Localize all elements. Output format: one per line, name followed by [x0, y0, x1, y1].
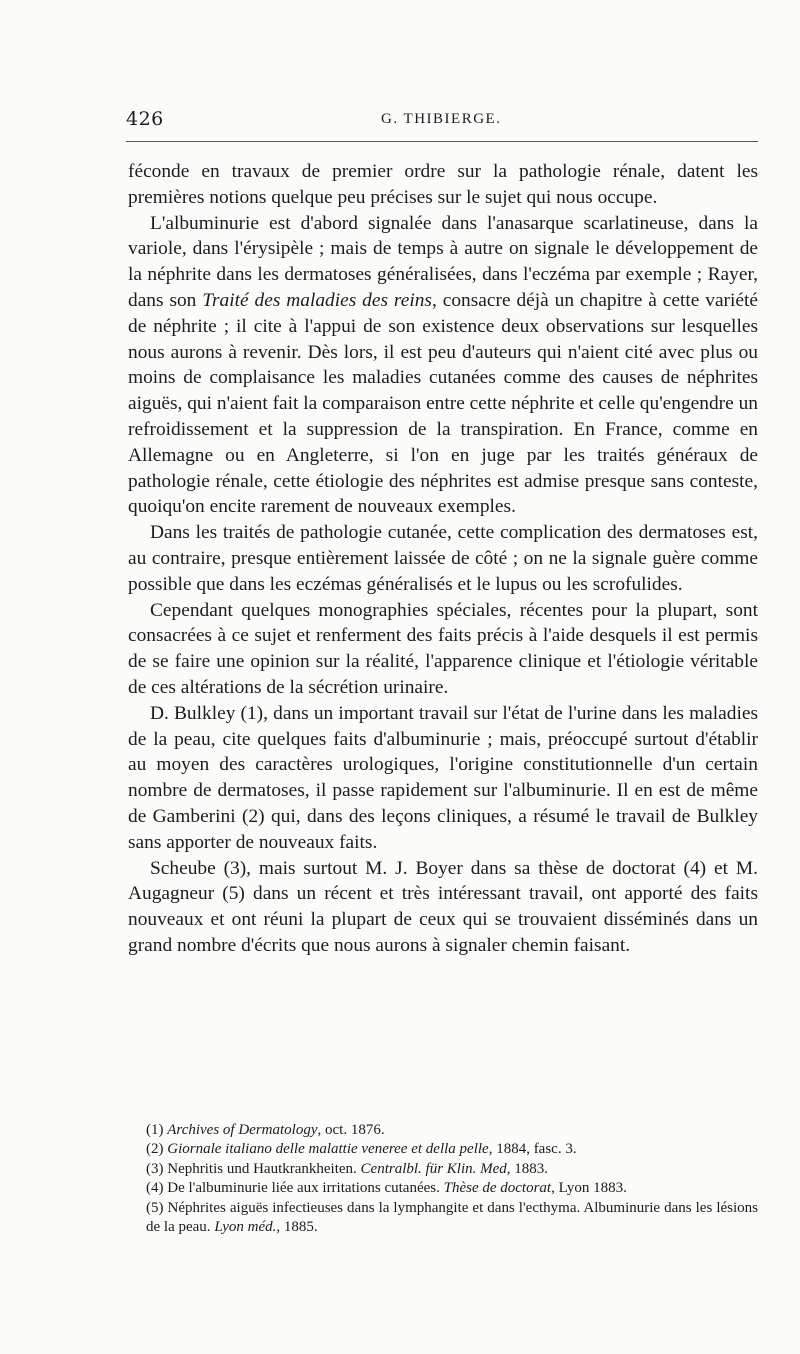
footnote-3 [146, 1160, 758, 1179]
footnote-3-text: Nephritis und Hautkrankheiten. [167, 1160, 361, 1177]
body-text [128, 159, 758, 959]
footnote-5-title: Lyon méd. [214, 1219, 277, 1236]
footnote-2-number: (2) [146, 1141, 168, 1158]
footnote-4-number: (4) [146, 1180, 168, 1197]
footnote-3-rest: , 1883. [506, 1160, 549, 1177]
running-head: G. THIBIERGE. [381, 111, 502, 127]
footnote-1-rest: , oct. 1876. [317, 1122, 385, 1138]
footnote-4-title: Thèse de doctorat [443, 1180, 552, 1197]
footnote-5-rest: , 1885. [276, 1219, 318, 1236]
footnote-2-rest: , 1884, fasc. 3. [488, 1141, 577, 1158]
footnote-5-number: (5) [146, 1199, 168, 1216]
page-header [126, 108, 758, 132]
footnote-1-title: Archives of Dermatology [167, 1122, 318, 1138]
header-rule [126, 141, 758, 142]
footnote-3-title: Centralbl. für Klin. Med [360, 1160, 507, 1177]
paragraph-2-text-b: , consacre déjà un chapitre à cette variété de néphrite ; il cite à l'appui de son existence deux observations sur lesquelles nous aurons à revenir. Dès lors, il est peu d'auteurs qui n'aient cité avec plus ou moins de complaisance les maladies cutanées comme des causes de néphrites aiguës, qui n'aient fait la comparaison entre cette néphrite et celle qu'engendre un refroidissement et la suppression de la transpiration. En France, comme en Allemagne ou en Angleterre, si l'on en juge par les traités généraux de pathologie rénale, cette étiologie des néphrites est admise presque sans conteste, quoiqu'on encite rarement de nouveaux exemples. [128, 289, 758, 518]
footnote-4-rest: , Lyon 1883. [551, 1180, 627, 1197]
paragraph-6: Scheube (3), mais surtout M. J. Boyer dans sa thèse de doctorat (4) et M. Augagneur (5) dans un récent et très intéressant travail, ont apporté des faits nouveaux et ont réuni la plupart de ceux qui se trouvaient disséminés dans un grand nombre d'écrits que nous aurons à signaler chemin faisant. [128, 857, 758, 956]
footnote-1 [146, 1121, 758, 1140]
paragraph-2-text-a: L'albuminurie est d'abord signalée dans l'anasarque scarlatineuse, dans la variole, dans l'érysipèle ; mais de temps à autre on signale le développement de la néphrite dans les dermatoses généralisées, dans l'eczéma par exemple ; Rayer, dans son [128, 212, 758, 311]
page-number: 426 [126, 108, 164, 130]
paragraph-4: Cependant quelques monographies spéciales, récentes pour la plupart, sont consacrées à ce sujet et renferment des faits précis à l'aide desquels il est permis de se faire une opinion sur la réalité, l'apparence clinique et l'étiologie véritable de ces altérations de la sécrétion urinaire. [128, 599, 758, 698]
footnotes [146, 1121, 758, 1237]
footnote-1-number: (1) [146, 1122, 168, 1138]
footnote-5 [146, 1199, 758, 1238]
footnote-4 [146, 1179, 758, 1198]
footnote-2 [146, 1140, 758, 1159]
paragraph-5: D. Bulkley (1), dans un important travail sur l'état de l'urine dans les maladies de la peau, cite quelques faits d'albuminurie ; mais, préoccupé surtout d'établir au moyen des caractères urologiques, l'origine constitutionnelle d'un certain nombre de dermatoses, il passe rapidement sur l'albuminurie. Il en est de même de Gamberini (2) qui, dans des leçons cliniques, a résumé le travail de Bulkley sans apporter de nouveaux faits. [128, 702, 758, 853]
footnote-5-text: Néphrites aiguës infectieuses dans la lymphangite et dans l'ecthyma. Albuminurie dans les lésions de la peau. [146, 1199, 758, 1236]
footnote-3-number: (3) [146, 1160, 168, 1177]
paragraph-3: Dans les traités de pathologie cutanée, cette complication des dermatoses est, au contraire, presque entièrement laissée de côté ; on ne la signale guère comme possible que dans les eczémas généralisés et le lupus ou les scrofulides. [128, 522, 758, 595]
book-title-rayer: Traité des maladies des reins [202, 289, 432, 311]
footnote-2-title: Giornale italiano delle malattie veneree et della pelle [167, 1141, 489, 1158]
paragraph-1: féconde en travaux de premier ordre sur la pathologie rénale, datent les premières notions quelque peu précises sur le sujet qui nous occupe. [128, 161, 758, 208]
footnote-4-text: De l'albuminurie liée aux irritations cutanées. [167, 1180, 444, 1197]
paragraph-2 [128, 211, 758, 521]
